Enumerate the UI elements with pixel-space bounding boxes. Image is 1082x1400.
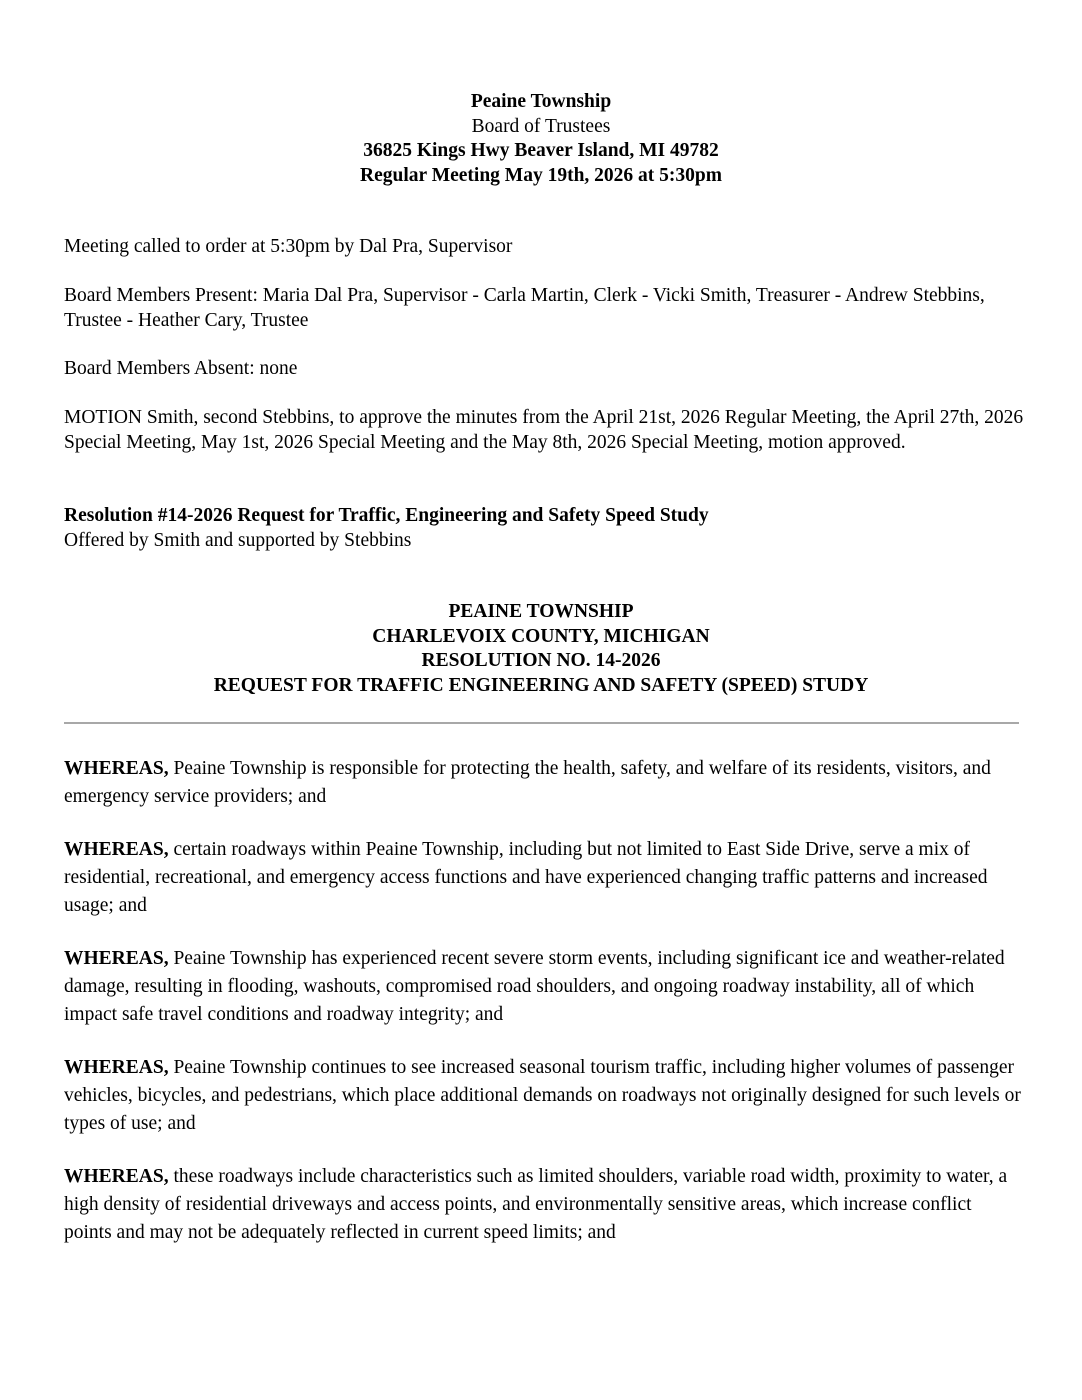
whereas-text: Peaine Township has experienced recent severe storm events, including significant ice and weather-related damage, resulting in flooding, washouts, compromised road shoulders, and ongoing roadway instability, all of which impact safe travel conditions and roadway integrity; and <box>64 948 1005 1025</box>
resolution-offered: Offered by Smith and supported by Stebbins <box>64 530 412 551</box>
resolution-title-line: REQUEST FOR TRAFFIC ENGINEERING AND SAFETY (SPEED) STUDY <box>213 674 869 696</box>
resolution-title <box>0 600 1082 698</box>
members-present: Board Members Present: Maria Dal Pra, Supervisor - Carla Martin, Clerk - Vicki Smith, Treasurer - Andrew Stebbins, Trustee - Heather Cary, Trustee <box>64 285 985 331</box>
meeting-title: Regular Meeting May 19th, 2026 at 5:30pm <box>360 164 722 186</box>
whereas-label: WHEREAS, <box>64 948 169 969</box>
whereas-label: WHEREAS, <box>64 839 169 860</box>
call-to-order: Meeting called to order at 5:30pm by Dal Pra, Supervisor <box>64 236 513 257</box>
board-name: Board of Trustees <box>471 115 611 137</box>
whereas-text: certain roadways within Peaine Township, including but not limited to East Side Drive, serve a mix of residential, recreational, and emergency access functions and have experienced changing traffic patterns and increased usage; and <box>64 839 988 916</box>
meeting-header <box>0 90 1082 188</box>
whereas-text: these roadways include characteristics such as limited shoulders, variable road width, proximity to water, a high density of residential driveways and access points, and environmentally sensitive areas, which increase conflict points and may not be adequately reflected in current speed limits; and <box>64 1166 1008 1243</box>
members-absent: Board Members Absent: none <box>64 358 298 379</box>
whereas-clause <box>64 755 1024 811</box>
horizontal-divider <box>64 722 1019 724</box>
whereas-label: WHEREAS, <box>64 1166 169 1187</box>
township-name: Peaine Township <box>470 91 612 112</box>
whereas-clause <box>64 945 1024 1029</box>
whereas-clause <box>64 836 1024 920</box>
whereas-label: WHEREAS, <box>64 1057 169 1078</box>
whereas-clause <box>64 1163 1024 1247</box>
whereas-label: WHEREAS, <box>64 758 169 779</box>
whereas-text: Peaine Township is responsible for protecting the health, safety, and welfare of its residents, visitors, and emergency service providers; and <box>64 758 991 807</box>
township-address: 36825 Kings Hwy Beaver Island, MI 49782 <box>363 140 719 161</box>
resolution-title-line: PEAINE TOWNSHIP <box>448 601 634 622</box>
resolution-title-line: CHARLEVOIX COUNTY, MICHIGAN <box>372 625 710 647</box>
resolution-heading: Resolution #14-2026 Request for Traffic, Engineering and Safety Speed Study <box>64 505 709 526</box>
resolution-title-line: RESOLUTION NO. 14-2026 <box>421 650 661 671</box>
whereas-clause <box>64 1054 1024 1138</box>
whereas-text: Peaine Township continues to see increased seasonal tourism traffic, including higher volumes of passenger vehicles, bicycles, and pedestrians, which place additional demands on roadways not originally designed for such levels or types of use; and <box>64 1057 1021 1134</box>
approval-motion: MOTION Smith, second Stebbins, to approve the minutes from the April 21st, 2026 Regular Meeting, the April 27th, 2026 Special Meeting, May 1st, 2026 Special Meeting and the May 8th, 2026 Special Meeting, motion approved. <box>64 407 1024 453</box>
